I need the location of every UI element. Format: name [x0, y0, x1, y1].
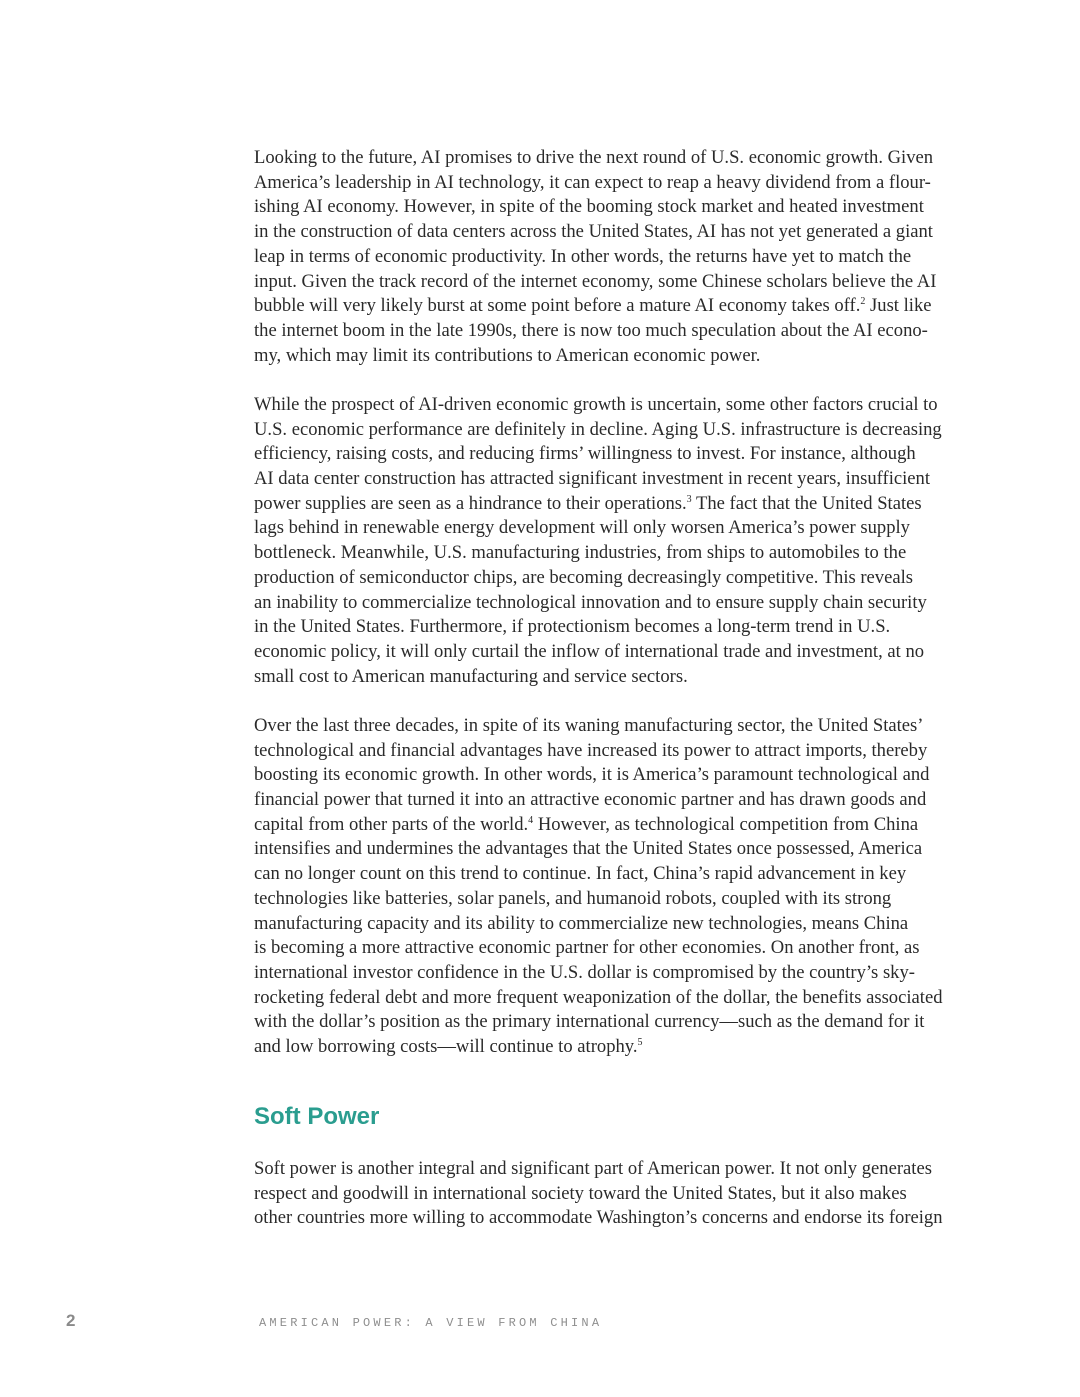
- text-line: my, which may limit its contributions to American economic power.: [254, 344, 761, 366]
- text-line: U.S. economic performance are definitely in decline. Aging U.S. infrastructure is decreasing: [254, 418, 942, 440]
- text-segment: Just like: [865, 295, 932, 317]
- text-line: America’s leadership in AI technology, it can expect to reap a heavy dividend from a flour-: [254, 171, 931, 193]
- text-segment: bubble will very likely burst at some point before a mature AI economy takes off.: [254, 295, 861, 317]
- text-line: efficiency, raising costs, and reducing firms’ willingness to invest. For instance, although: [254, 443, 916, 465]
- text-line: other countries more willing to accommodate Washington’s concerns and endorse its foreign: [254, 1207, 943, 1229]
- text-line: international investor confidence in the U.S. dollar is compromised by the country’s sky-: [254, 961, 915, 983]
- text-segment: and low borrowing costs—will continue to atrophy.: [254, 1036, 638, 1058]
- text-line: can no longer count on this trend to continue. In fact, China’s rapid advancement in key: [254, 863, 907, 885]
- paragraph-soft-power: [254, 1157, 954, 1231]
- soft-power-body-text: [254, 1157, 954, 1256]
- text-line: leap in terms of economic productivity. In other words, the returns have yet to match the: [254, 245, 912, 267]
- text-line: lags behind in renewable energy development will only worsen America’s power supply: [254, 517, 910, 539]
- paragraph-technology-finance: [254, 714, 954, 1060]
- page-number: 2: [66, 1311, 76, 1330]
- text-line: economic policy, it will only curtail the inflow of international trade and investment, at no: [254, 640, 925, 662]
- text-line: production of semiconductor chips, are becoming decreasingly competitive. This reveals: [254, 566, 914, 588]
- main-body-text: [254, 146, 954, 1084]
- text-line: intensifies and undermines the advantages that the United States once possessed, America: [254, 838, 923, 860]
- footnote-marker[interactable]: 5: [637, 1037, 643, 1049]
- text-segment: The fact that the United States: [691, 492, 922, 514]
- text-line: Over the last three decades, in spite of its waning manufacturing sector, the United States’: [254, 714, 924, 736]
- footnote-marker[interactable]: 2: [860, 296, 866, 308]
- text-line: technological and financial advantages have increased its power to attract imports, thereby: [254, 739, 928, 761]
- text-line: with the dollar’s position as the primary international currency—such as the demand for it: [254, 1011, 925, 1033]
- footnote-marker[interactable]: 3: [686, 493, 692, 505]
- text-line: bottleneck. Meanwhile, U.S. manufacturing industries, from ships to automobiles to the: [254, 542, 907, 564]
- text-line: [254, 294, 954, 319]
- text-line: input. Given the track record of the internet economy, some Chinese scholars believe the AI: [254, 270, 937, 292]
- text-line: the internet boom in the late 1990s, there is now too much speculation about the AI econo-: [254, 319, 928, 341]
- text-segment: capital from other parts of the world.: [254, 813, 529, 835]
- text-line: small cost to American manufacturing and service sectors.: [254, 665, 688, 687]
- text-line: [254, 1035, 954, 1060]
- text-line: While the prospect of AI-driven economic growth is uncertain, some other factors crucial to: [254, 393, 938, 415]
- text-line: respect and goodwill in international society toward the United States, but it also makes: [254, 1182, 907, 1204]
- text-line: AI data center construction has attracted significant investment in recent years, insufficient: [254, 468, 931, 490]
- text-line: Soft power is another integral and significant part of American power. It not only generates: [254, 1158, 932, 1179]
- text-line: boosting its economic growth. In other words, it is America’s paramount technological and: [254, 764, 930, 786]
- text-line: ishing AI economy. However, in spite of the booming stock market and heated investment: [254, 196, 924, 218]
- section-heading-soft-power: Soft Power: [254, 1103, 380, 1130]
- text-line: manufacturing capacity and its ability to commercialize new technologies, means China: [254, 912, 909, 934]
- text-line: is becoming a more attractive economic partner for other economies. On another front, as: [254, 937, 920, 959]
- text-line: financial power that turned it into an attractive economic partner and has drawn goods and: [254, 789, 927, 811]
- text-line: in the construction of data centers across the United States, AI has not yet generated a giant: [254, 221, 933, 243]
- text-line: rocketing federal debt and more frequent weaponization of the dollar, the benefits associated: [254, 986, 943, 1008]
- paragraph-ai-growth: [254, 146, 954, 368]
- text-segment: However, as technological competition from China: [533, 813, 919, 835]
- text-line: Looking to the future, AI promises to drive the next round of U.S. economic growth. Given: [254, 147, 934, 168]
- running-title: AMERICAN POWER: A VIEW FROM CHINA: [259, 1316, 603, 1330]
- footnote-marker[interactable]: 4: [528, 814, 534, 826]
- text-line: an inability to commercialize technological innovation and to ensure supply chain security: [254, 591, 927, 613]
- text-line: [254, 492, 954, 517]
- text-line: technologies like batteries, solar panels, and humanoid robots, coupled with its strong: [254, 887, 892, 909]
- text-line: in the United States. Furthermore, if protectionism becomes a long-term trend in U.S.: [254, 616, 891, 638]
- paragraph-infrastructure: [254, 393, 954, 689]
- text-segment: power supplies are seen as a hindrance to their operations.: [254, 492, 687, 514]
- text-line: [254, 813, 954, 838]
